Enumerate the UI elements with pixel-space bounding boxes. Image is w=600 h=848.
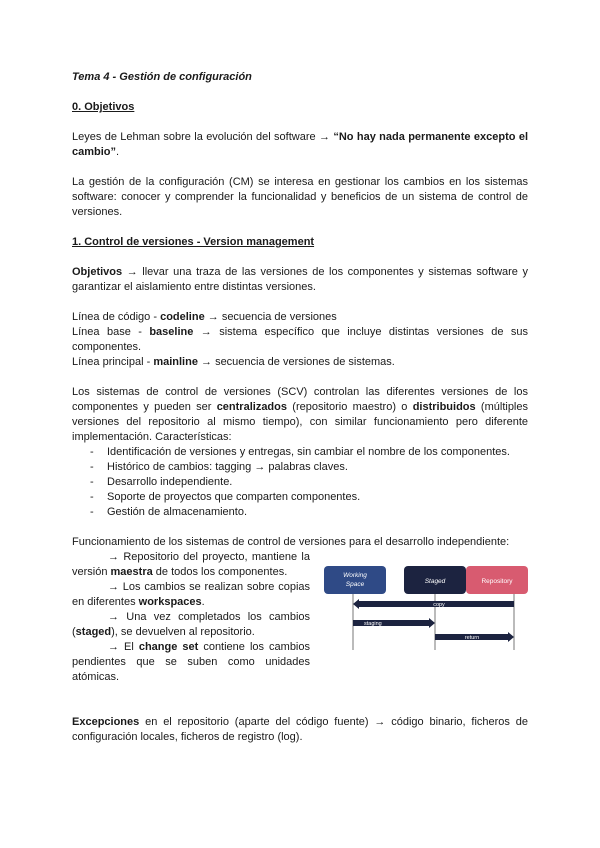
- funcionamiento-intro: Funcionamiento de los sistemas de control de versiones para el desarrollo independiente:: [72, 536, 510, 548]
- lehman-paragraph: Leyes de Lehman sobre la evolución del software → “No hay nada permanente excepto el cambio”.: [72, 131, 529, 158]
- objetivos-paragraph: Objetivos → llevar una traza de las versiones de los componentes y sistemas software y garantizar el aislamiento entre distintas versiones.: [72, 266, 528, 293]
- page-title: Tema 4 - Gestión de configuración: [72, 71, 252, 83]
- cm-paragraph: La gestión de la configuración (CM) se interesa en gestionar los cambios en los sistemas software: conocer y comprender la funcionalidad y beneficios de un sistema de control de versiones.: [72, 176, 528, 218]
- section-heading-control-versiones: 1. Control de versiones - Version management: [72, 236, 315, 248]
- document-page: [72, 70, 528, 745]
- working-space-box: [324, 566, 386, 594]
- codeline-line: Línea de código - codeline → secuencia de versiones: [72, 311, 337, 323]
- baseline-line: Línea base - baseline → sistema específico que incluye distintas versiones de sus componentes.: [72, 326, 528, 353]
- excepciones-paragraph: Excepciones en el repositorio (aparte del código fuente) → código binario, ficheros de configuración locales, ficheros de registro (log).: [72, 716, 528, 743]
- copy-arrow-label: copy: [433, 602, 445, 608]
- list-item: - Desarrollo independiente.: [107, 475, 528, 490]
- list-item: - Gestión de almacenamiento.: [107, 505, 528, 520]
- flow-step-workspaces: → Los cambios se realizan sobre copias en diferentes workspaces.: [72, 581, 310, 608]
- return-arrow-label: return: [464, 635, 480, 641]
- repository-label: Repository: [481, 578, 513, 585]
- flow-step-staged: → Una vez completados los cambios (staged), se devuelven al repositorio.: [72, 611, 310, 638]
- list-item: - Soporte de proyectos que comparten componentes.: [107, 490, 528, 505]
- flow-step-repository: → Repositorio del proyecto, mantiene la versión maestra de todos los componentes.: [72, 551, 310, 578]
- section-heading-objetivos: 0. Objetivos: [72, 101, 135, 113]
- list-item: - Identificación de versiones y entregas, sin cambiar el nombre de los componentes.: [107, 445, 528, 460]
- flow-step-changeset: → El change set contiene los cambios pendientes que se suben como unidades atómicas.: [72, 641, 310, 683]
- scv-paragraph: Los sistemas de control de versiones (SCV) controlan las diferentes versiones de los componentes y pueden ser centralizados (repositorio maestro) o distribuidos (múltiples versiones del repositorio al mismo tiempo), con similar funcionamiento pero diferente implementación. Características:: [72, 386, 528, 443]
- staged-label: Staged: [424, 578, 446, 585]
- features-list: [72, 445, 528, 520]
- working-space-label: Working: [343, 572, 367, 579]
- list-item: - Histórico de cambios: tagging → palabras claves.: [107, 460, 528, 475]
- funcionamiento-text: [72, 550, 310, 685]
- funcionamiento-section: [72, 550, 528, 700]
- staging-arrow-label: staging: [364, 621, 382, 627]
- working-space-label-2: Space: [345, 581, 365, 588]
- version-control-diagram: [324, 566, 528, 650]
- mainline-line: Línea principal - mainline → secuencia de versiones de sistemas.: [72, 356, 395, 368]
